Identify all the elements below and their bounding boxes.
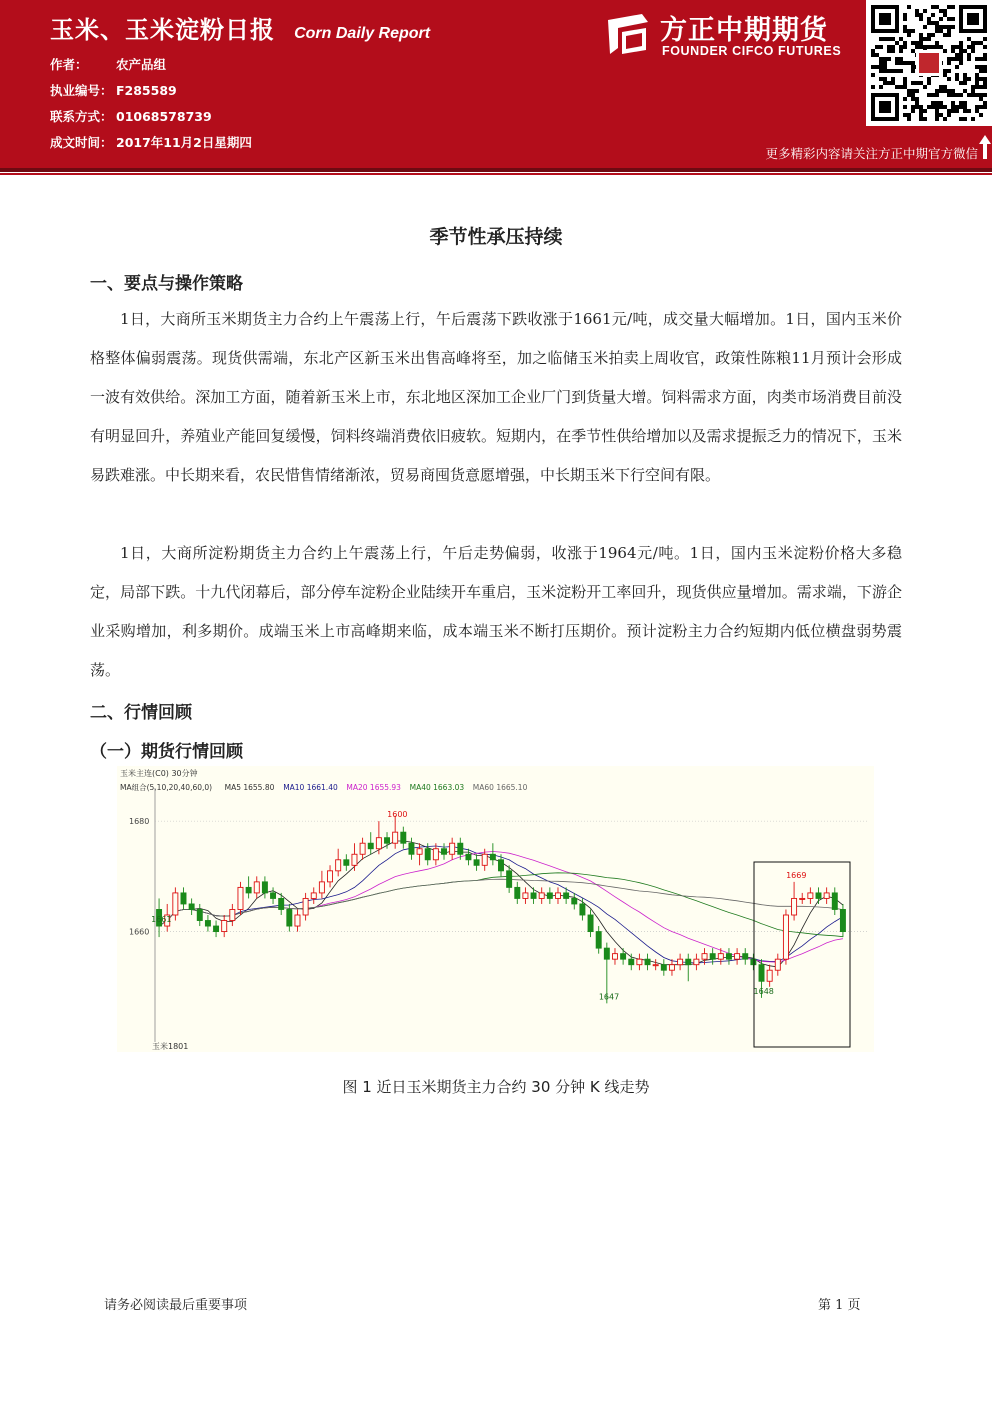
- candle-body: [539, 893, 544, 899]
- price-annotation: 1648: [753, 986, 774, 996]
- candle-body: [450, 843, 455, 854]
- price-annotation: 1647: [598, 992, 620, 1002]
- candle-body: [840, 909, 845, 931]
- candle-body: [417, 849, 422, 855]
- meta-value: F285589: [116, 83, 177, 98]
- candle-body: [352, 854, 357, 865]
- arrow-up-icon: [978, 134, 992, 160]
- kline-chart: [117, 766, 874, 1052]
- price-annotation: 1669: [786, 870, 807, 880]
- figure-caption: 图 1 近日玉米期货主力合约 30 分钟 K 线走势: [342, 1078, 650, 1096]
- candle-body: [612, 954, 617, 960]
- brand-name-cn: 方正中期期货: [660, 15, 828, 46]
- candle-body: [409, 843, 414, 854]
- candle-body: [319, 882, 324, 893]
- meta-date: [50, 133, 252, 151]
- candle-body: [173, 893, 178, 915]
- candle-body: [694, 959, 699, 965]
- ma-legend-item: MA60 1665.10: [472, 783, 528, 792]
- candle-body: [735, 954, 740, 960]
- candle-body: [466, 854, 471, 860]
- candle-body: [515, 887, 520, 898]
- candle-body: [189, 904, 194, 910]
- candle-body: [214, 926, 219, 932]
- candle-body: [669, 965, 674, 971]
- ma-legend-item: MA40 1663.03: [409, 783, 465, 792]
- candle-body: [621, 954, 626, 960]
- candle-body: [238, 887, 243, 909]
- ma-legend: [120, 782, 528, 792]
- candle-body: [555, 893, 560, 899]
- candle-body: [498, 860, 503, 871]
- kline-chart-svg: [117, 766, 874, 1052]
- candle-body: [197, 909, 202, 920]
- ma-legend-item: MA20 1655.93: [346, 783, 401, 792]
- candle-body: [490, 854, 495, 860]
- candle-body: [653, 965, 658, 966]
- candle-body: [686, 959, 691, 965]
- candle-body: [531, 893, 536, 899]
- candle-body: [181, 893, 186, 904]
- ma-legend-item: MA5 1655.80: [224, 783, 275, 792]
- candle-body: [832, 893, 837, 910]
- candle-body: [271, 893, 276, 899]
- meta-value: 农产品组: [116, 57, 167, 72]
- meta-license: [50, 81, 177, 99]
- report-title-cn: 玉米、玉米淀粉日报: [50, 16, 275, 44]
- candle-body: [482, 854, 487, 865]
- candle-body: [792, 898, 797, 915]
- page-number: 第 1 页: [818, 1298, 861, 1313]
- candle-body: [246, 887, 251, 893]
- candle-body: [702, 954, 707, 960]
- header-divider: [0, 168, 992, 172]
- candle-body: [564, 893, 569, 899]
- candle-body: [637, 959, 642, 965]
- candle-body: [401, 832, 406, 843]
- candle-body: [384, 838, 389, 844]
- candle-body: [368, 843, 373, 849]
- candle-body: [726, 954, 731, 960]
- candle-body: [588, 915, 593, 932]
- ma-legend-item: MA10 1661.40: [283, 783, 338, 792]
- candle-body: [645, 959, 650, 965]
- section-heading-market-review: 二、行情回顾: [90, 703, 192, 723]
- candle-body: [710, 954, 715, 960]
- candlesticks: [157, 816, 846, 1004]
- candle-body: [474, 860, 479, 866]
- price-annotation: 1600: [387, 810, 408, 820]
- qr-code: [866, 0, 992, 126]
- candle-body: [596, 932, 601, 949]
- price-annotations: [151, 810, 806, 1001]
- meta-value: 2017年11月2日星期四: [116, 135, 252, 150]
- candle-body: [783, 915, 788, 959]
- candle-body: [254, 882, 259, 893]
- ma-legend-item: MA组合(5,10,20,40,60,0): [120, 783, 213, 792]
- candle-body: [295, 915, 300, 926]
- ma-line-40: [159, 870, 843, 937]
- chart-grid: [129, 788, 867, 1042]
- subsection-heading-futures: （一）期货行情回顾: [90, 742, 243, 762]
- brand: [606, 8, 862, 64]
- report-header: [0, 0, 992, 168]
- candle-body: [279, 898, 284, 909]
- candle-body: [604, 948, 609, 959]
- candle-body: [580, 904, 585, 915]
- candle-body: [303, 898, 308, 915]
- paragraph-corn: 1日，大商所玉米期货主力合约上午震荡上行，午后震荡下跌收涨于1661元/吨，成交量大幅增加。1日，国内玉米价格整体偏弱震荡。现货供需端，东北产区新玉米出售高峰将至，加之临储玉米拍卖上周收官，政策性陈粮11月预计会形成一波有效供给。深加工方面，随着新玉米上市，东北地区深加工企业厂门到货量大增。饲料需求方面，肉类市场消费目前没有明显回升，养殖业产能回复缓慢，饲料终端消费依旧疲软。短期内，在季节性供给增加以及需求提振乏力的情况下，玉米易跌难涨。中长期来看，农民惜售情绪渐浓，贸易商囤货意愿增强，中长期玉米下行空间有限。: [90, 310, 902, 484]
- candle-body: [824, 893, 829, 899]
- candle-body: [743, 954, 748, 960]
- candle-body: [393, 832, 398, 843]
- candle-body: [572, 898, 577, 904]
- meta-key: 成文时间：: [50, 135, 113, 150]
- candle-body: [425, 849, 430, 860]
- y-tick-label: 1680: [129, 817, 150, 827]
- founder-logo-icon: [606, 12, 650, 56]
- candle-body: [336, 860, 341, 871]
- candle-body: [661, 965, 666, 971]
- candle-body: [458, 843, 463, 854]
- candle-body: [751, 959, 756, 965]
- candle-body: [800, 898, 805, 899]
- candle-body: [262, 882, 267, 893]
- meta-author: [50, 55, 166, 73]
- candle-body: [759, 965, 764, 982]
- candle-body: [205, 921, 210, 927]
- footer-disclaimer: 请务必阅读最后重要事项: [104, 1298, 248, 1313]
- candle-body: [328, 871, 333, 882]
- candle-body: [808, 893, 813, 899]
- meta-value: 01068578739: [116, 109, 212, 124]
- meta-key: 联系方式：: [50, 109, 113, 124]
- document-title: 季节性承压持续: [429, 226, 563, 248]
- meta-key: 执业编号：: [50, 83, 113, 98]
- candle-body: [222, 921, 227, 932]
- candle-body: [523, 893, 528, 899]
- qr-code-icon: [866, 0, 992, 126]
- candle-body: [718, 954, 723, 960]
- candle-body: [775, 959, 780, 970]
- meta-contact: [50, 107, 212, 125]
- candle-body: [678, 959, 683, 965]
- candle-body: [287, 909, 292, 926]
- price-annotation: 1661: [151, 915, 172, 925]
- meta-key: 作者：: [50, 57, 88, 72]
- header-divider-thin: [0, 173, 992, 175]
- paragraph-starch: 1日，大商所淀粉期货主力合约上午震荡上行，午后走势偏弱，收涨于1964元/吨。1日，国内玉米淀粉价格大多稳定，局部下跌。十九代闭幕后，部分停车淀粉企业陆续开车重启，玉米淀粉开工率回升，现货供应量增加。需求端，下游企业采购增加，利多期价。成端玉米上市高峰期来临，成本端玉米不断打压期价。预计淀粉主力合约短期内低位横盘弱势震荡。: [90, 544, 902, 679]
- candle-body: [230, 909, 235, 920]
- candle-body: [433, 849, 438, 860]
- candle-body: [816, 893, 821, 899]
- candle-body: [360, 843, 365, 854]
- candle-body: [767, 970, 772, 981]
- candle-body: [311, 893, 316, 899]
- candle-body: [629, 959, 634, 965]
- chart-contract-label: 玉米1801: [152, 1042, 189, 1051]
- follow-wechat-text: 更多精彩内容请关注方正中期官方微信: [765, 146, 978, 161]
- y-tick-label: 1660: [129, 927, 150, 937]
- ma-line-60: [159, 879, 843, 926]
- candle-body: [547, 893, 552, 899]
- highlight-box: [754, 862, 850, 1047]
- report-title: [50, 10, 430, 45]
- candle-body: [507, 871, 512, 888]
- candle-body: [441, 849, 446, 855]
- chart-title: 玉米主连(C0) 30分钟: [120, 769, 198, 778]
- section-heading-strategy: 一、要点与操作策略: [90, 274, 243, 294]
- brand-name-en: FOUNDER CIFCO FUTURES: [662, 44, 842, 58]
- report-title-en: Corn Daily Report: [294, 25, 431, 42]
- candle-body: [376, 838, 381, 849]
- candle-body: [344, 860, 349, 866]
